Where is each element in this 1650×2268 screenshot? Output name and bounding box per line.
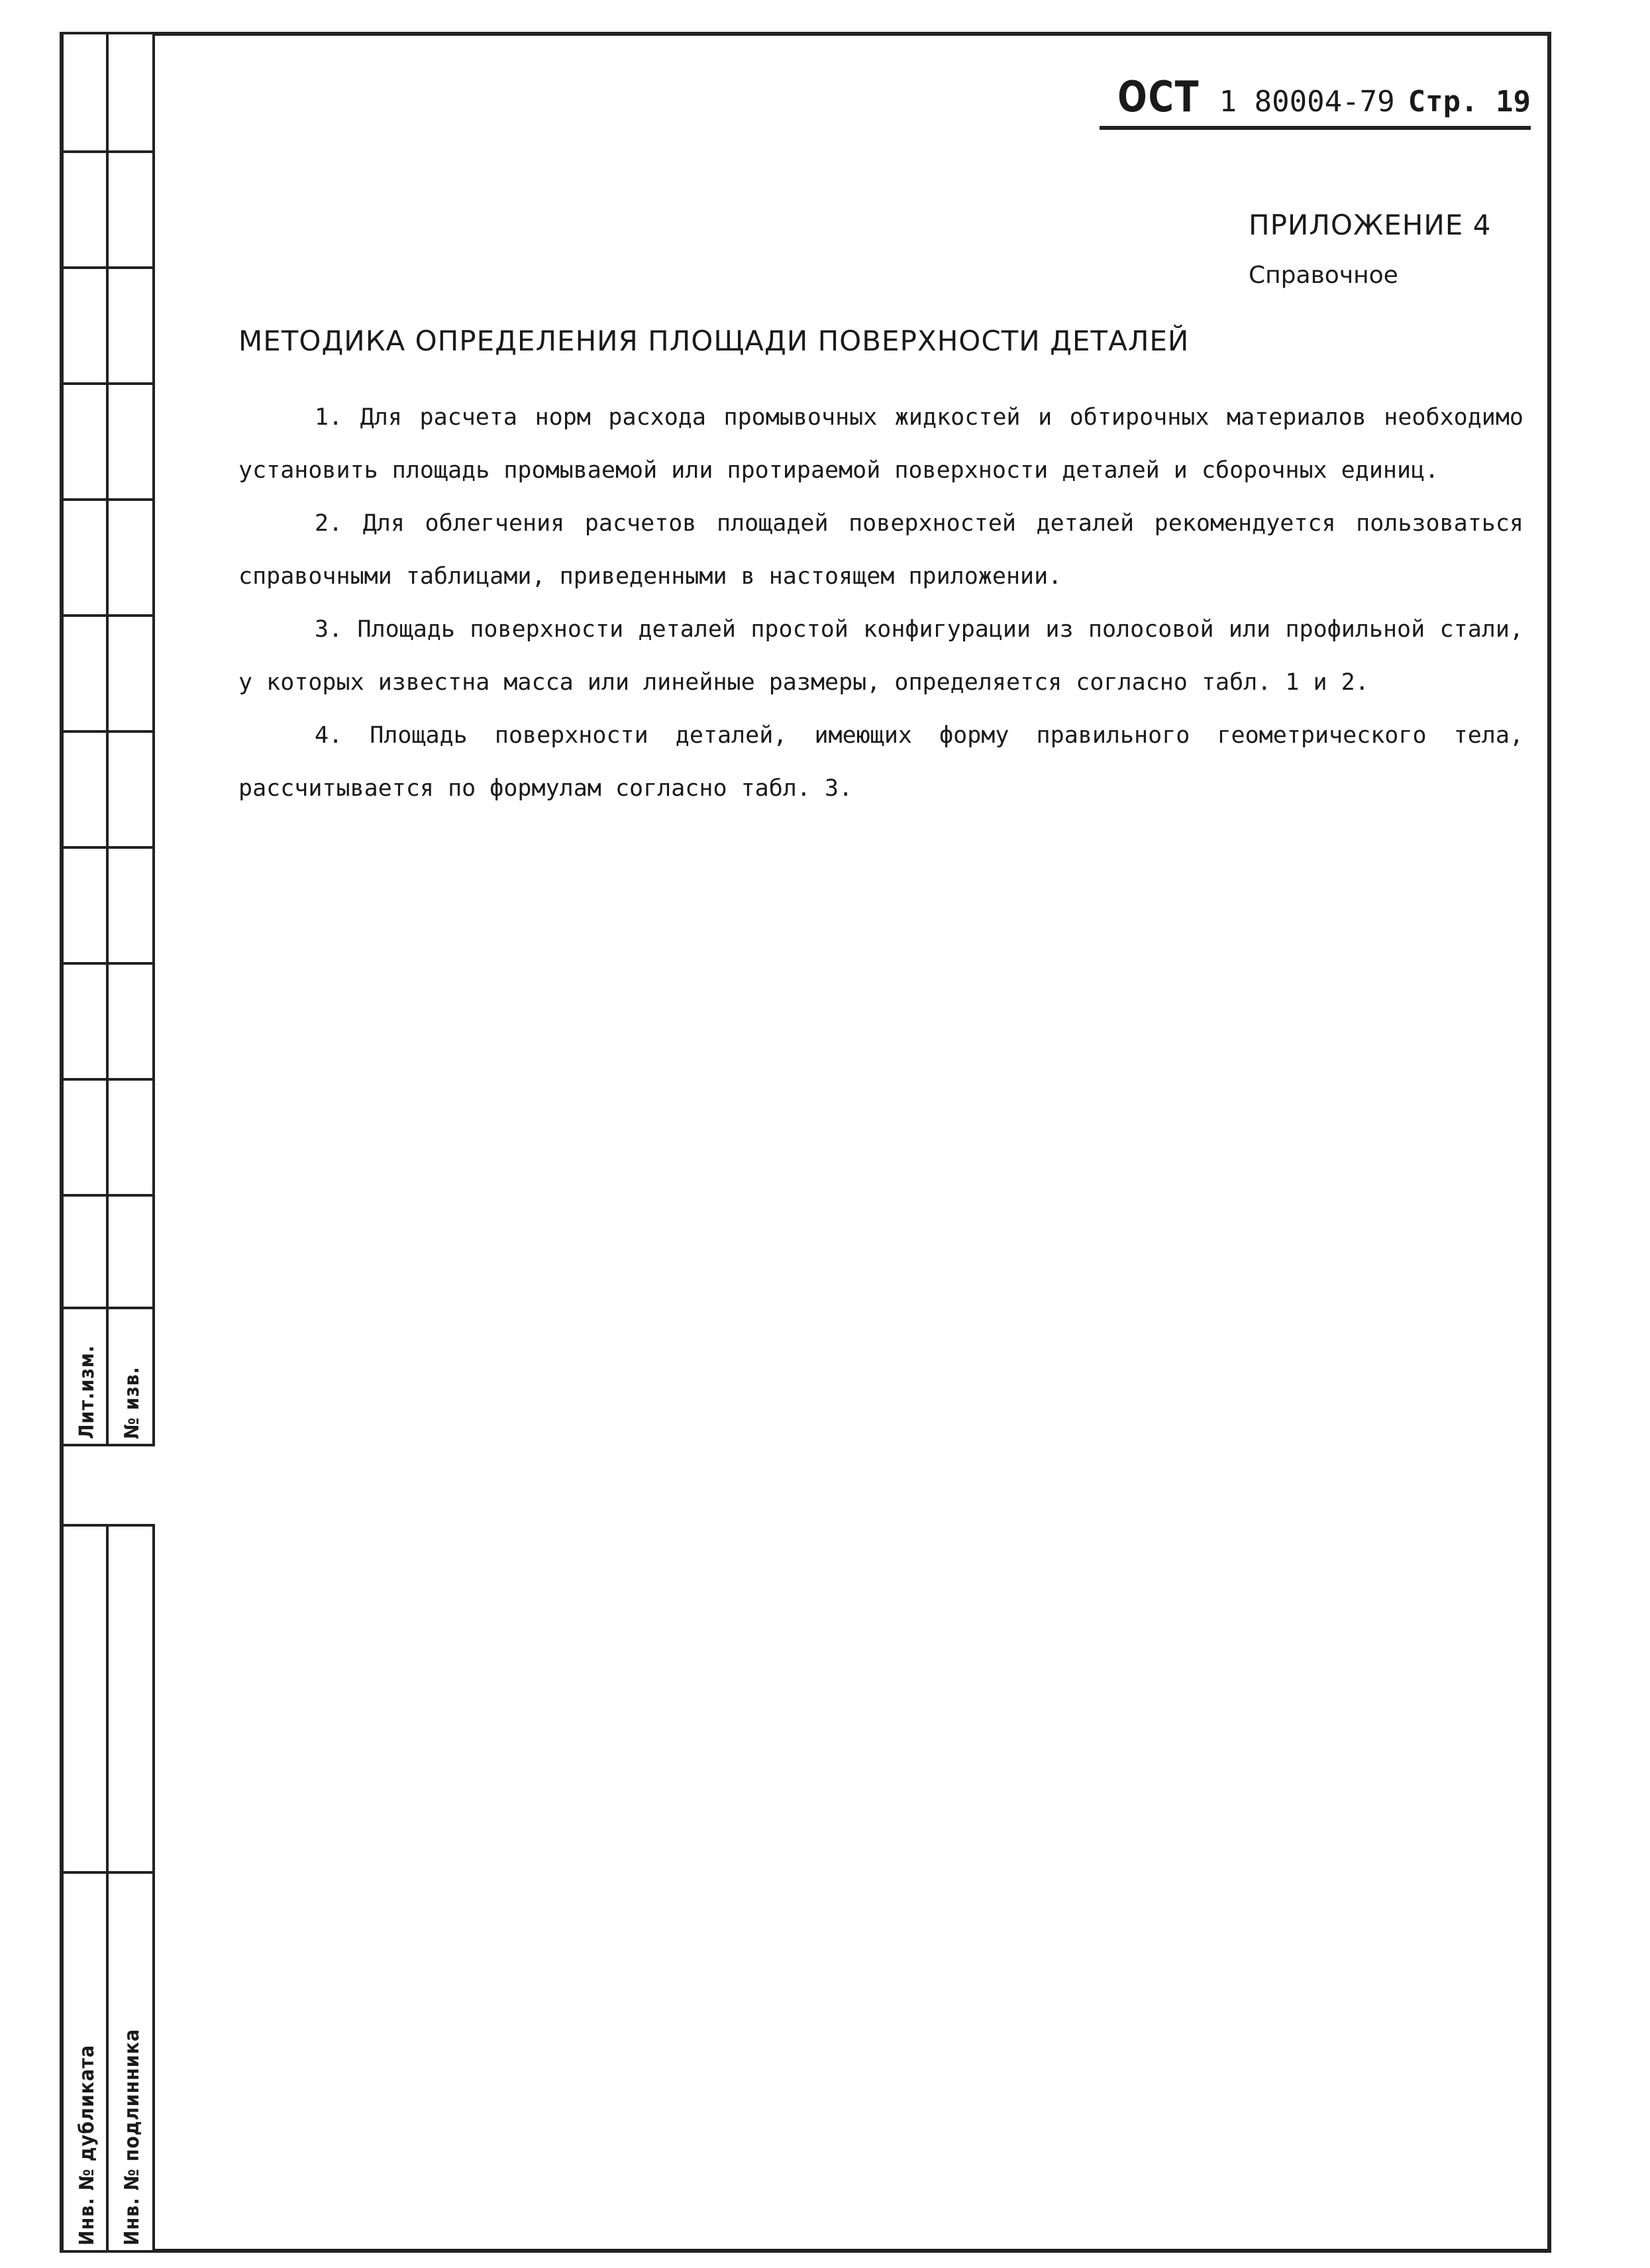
stamp-column-lower-inner	[106, 1524, 155, 2253]
doc-code: ОСТ	[1117, 73, 1200, 122]
page-title: МЕТОДИКА ОПРЕДЕЛЕНИЯ ПЛОЩАДИ ПОВЕРХНОСТИ ДЕТАЛЕЙ	[238, 325, 1190, 357]
paragraph-4: 4. Площадь поверхности деталей, имеющих форму правильного геометрического тела, рассчитывается по формулам согласно табл. 3.	[238, 722, 1523, 802]
paragraph-1: 1. Для расчета норм расхода промывочных жидкостей и обтирочных материалов необходимо установить площадь промываемой или протираемой поверхности деталей и сборочных единиц.	[238, 404, 1523, 484]
stamp-column-outer	[61, 32, 109, 1446]
stamp-label-lit-izm: Лит.изм.	[76, 1344, 99, 1439]
body-text	[238, 391, 1523, 815]
document-header	[1100, 73, 1531, 130]
stamp-label-inv-dubl: Инв. № дубликата	[76, 2044, 99, 2245]
stamp-column-inner	[106, 32, 155, 1446]
paragraph-3: 3. Площадь поверхности деталей простой конфигурации из полосовой или профильной стали, у которых известна масса или линейные размеры, определяется согласно табл. 1 и 2.	[238, 616, 1523, 696]
page-number: Стр. 19	[1408, 85, 1531, 119]
page-frame	[60, 32, 1551, 2253]
stamp-label-inv-podl: Инв. № подлинника	[121, 2028, 144, 2245]
paragraph-2: 2. Для облегчения расчетов площадей поверхностей деталей рекомендуется пользоваться справочными таблицами, приведенными в настоящем приложении.	[238, 510, 1523, 590]
doc-number: 1 80004-79	[1219, 85, 1395, 119]
stamp-column-lower-outer	[61, 1524, 109, 2253]
appendix-subtitle: Справочное	[1249, 262, 1398, 289]
stamp-label-no-izv: № изв.	[121, 1366, 144, 1439]
appendix-title: ПРИЛОЖЕНИЕ 4	[1249, 209, 1492, 241]
